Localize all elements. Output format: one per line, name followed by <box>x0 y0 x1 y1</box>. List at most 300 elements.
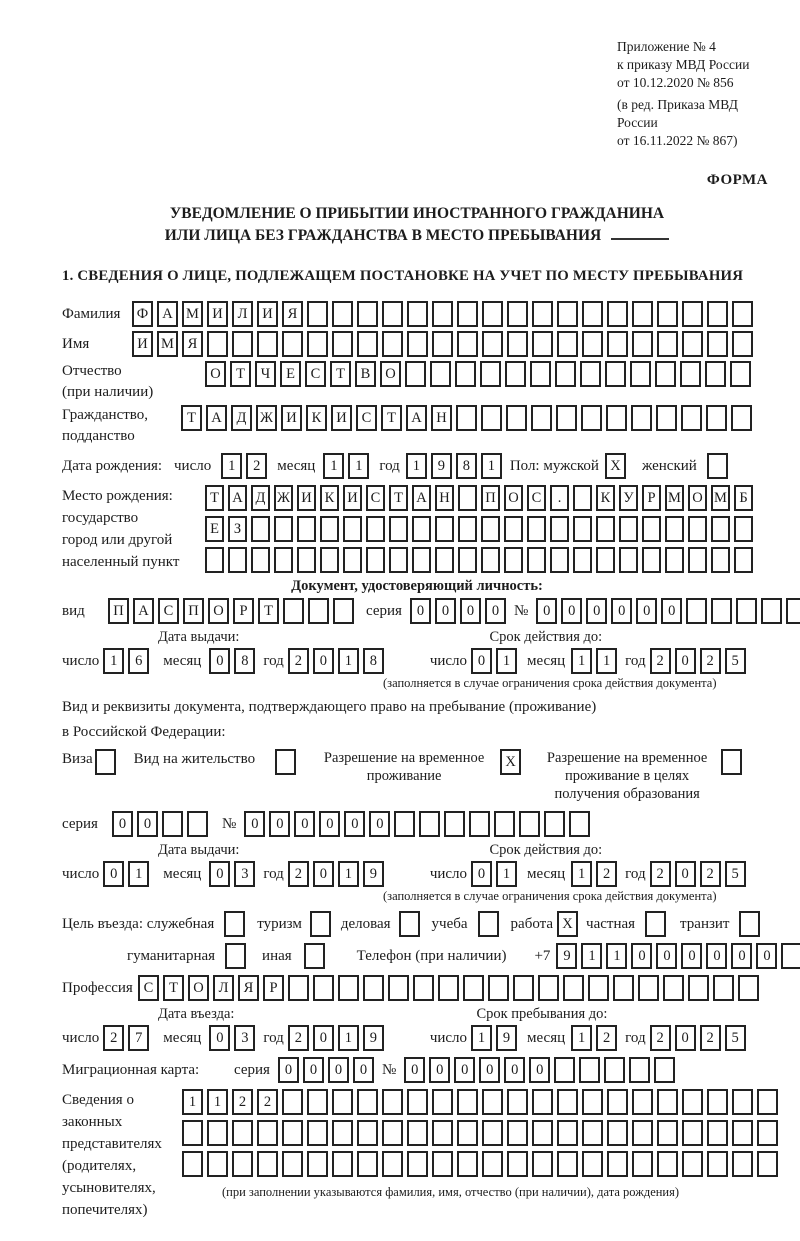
char-cell[interactable]: 1 <box>496 648 517 674</box>
char-cell[interactable] <box>557 1089 578 1115</box>
char-cell[interactable] <box>333 598 354 624</box>
char-cell[interactable]: 9 <box>556 943 577 969</box>
char-cell[interactable]: 1 <box>481 453 502 479</box>
char-cell[interactable]: 1 <box>207 1089 228 1115</box>
char-cell[interactable] <box>412 547 431 573</box>
char-cell[interactable] <box>757 1089 778 1115</box>
char-cell[interactable] <box>481 547 500 573</box>
char-cell[interactable] <box>366 547 385 573</box>
char-cell[interactable]: 0 <box>536 598 557 624</box>
char-cell[interactable]: Я <box>282 301 303 327</box>
char-cell[interactable] <box>506 405 527 431</box>
char-cell[interactable]: А <box>412 485 431 511</box>
char-cell[interactable]: А <box>133 598 154 624</box>
char-cell[interactable] <box>482 1089 503 1115</box>
char-cell[interactable]: 2 <box>650 1025 671 1051</box>
char-cell[interactable]: 0 <box>471 861 492 887</box>
char-cell[interactable]: М <box>182 301 203 327</box>
char-cell[interactable] <box>629 1057 650 1083</box>
char-cell[interactable]: 0 <box>435 598 456 624</box>
char-cell[interactable] <box>458 516 477 542</box>
char-cell[interactable] <box>357 1089 378 1115</box>
char-cell[interactable] <box>432 1089 453 1115</box>
char-cell[interactable] <box>682 1120 703 1146</box>
char-cell[interactable] <box>738 975 759 1001</box>
char-cell[interactable] <box>638 975 659 1001</box>
char-cell[interactable]: 8 <box>363 648 384 674</box>
char-cell[interactable]: Т <box>330 361 351 387</box>
char-cell[interactable]: П <box>183 598 204 624</box>
char-cell[interactable]: Е <box>280 361 301 387</box>
char-cell[interactable] <box>711 598 732 624</box>
char-cell[interactable] <box>307 301 328 327</box>
char-cell[interactable] <box>320 516 339 542</box>
char-cell[interactable]: 0 <box>504 1057 525 1083</box>
char-cell[interactable]: Я <box>238 975 259 1001</box>
char-cell[interactable] <box>557 301 578 327</box>
char-cell[interactable] <box>596 547 615 573</box>
char-cell[interactable]: З <box>228 516 247 542</box>
char-cell[interactable]: 0 <box>313 1025 334 1051</box>
char-cell[interactable] <box>657 331 678 357</box>
char-cell[interactable]: С <box>356 405 377 431</box>
purpose-other-checkbox[interactable] <box>304 943 325 969</box>
char-cell[interactable] <box>573 516 592 542</box>
char-cell[interactable] <box>382 1089 403 1115</box>
char-cell[interactable] <box>557 1151 578 1177</box>
char-cell[interactable]: 0 <box>209 1025 230 1051</box>
char-cell[interactable]: 1 <box>571 861 592 887</box>
char-cell[interactable] <box>282 1120 303 1146</box>
char-cell[interactable]: А <box>228 485 247 511</box>
char-cell[interactable] <box>582 1120 603 1146</box>
char-cell[interactable] <box>736 598 757 624</box>
char-cell[interactable] <box>681 405 702 431</box>
char-cell[interactable]: 3 <box>234 1025 255 1051</box>
char-cell[interactable] <box>182 1151 203 1177</box>
char-cell[interactable]: 9 <box>363 861 384 887</box>
char-cell[interactable]: 0 <box>636 598 657 624</box>
char-cell[interactable]: 0 <box>460 598 481 624</box>
char-cell[interactable]: 1 <box>581 943 602 969</box>
char-cell[interactable]: Т <box>258 598 279 624</box>
char-cell[interactable] <box>343 516 362 542</box>
char-cell[interactable]: 0 <box>137 811 158 837</box>
char-cell[interactable]: Т <box>389 485 408 511</box>
char-cell[interactable] <box>619 547 638 573</box>
char-cell[interactable] <box>580 361 601 387</box>
char-cell[interactable] <box>187 811 208 837</box>
char-cell[interactable]: Н <box>431 405 452 431</box>
char-cell[interactable] <box>488 975 509 1001</box>
char-cell[interactable] <box>707 1120 728 1146</box>
char-cell[interactable]: Р <box>233 598 254 624</box>
char-cell[interactable]: 0 <box>294 811 315 837</box>
char-cell[interactable] <box>680 361 701 387</box>
char-cell[interactable]: 0 <box>328 1057 349 1083</box>
char-cell[interactable] <box>407 1151 428 1177</box>
char-cell[interactable]: 0 <box>561 598 582 624</box>
char-cell[interactable] <box>630 361 651 387</box>
char-cell[interactable] <box>706 405 727 431</box>
char-cell[interactable]: 0 <box>485 598 506 624</box>
char-cell[interactable] <box>713 975 734 1001</box>
char-cell[interactable] <box>405 361 426 387</box>
char-cell[interactable]: 2 <box>246 453 267 479</box>
char-cell[interactable] <box>257 1120 278 1146</box>
char-cell[interactable] <box>781 943 800 969</box>
char-cell[interactable] <box>413 975 434 1001</box>
purpose-humanitarian-checkbox[interactable] <box>225 943 246 969</box>
char-cell[interactable]: 0 <box>278 1057 299 1083</box>
char-cell[interactable]: С <box>366 485 385 511</box>
purpose-private-checkbox[interactable] <box>645 911 666 937</box>
char-cell[interactable]: 2 <box>232 1089 253 1115</box>
char-cell[interactable] <box>507 1089 528 1115</box>
char-cell[interactable] <box>732 1089 753 1115</box>
char-cell[interactable] <box>389 516 408 542</box>
char-cell[interactable] <box>605 361 626 387</box>
char-cell[interactable] <box>688 516 707 542</box>
char-cell[interactable]: Т <box>381 405 402 431</box>
char-cell[interactable]: 0 <box>454 1057 475 1083</box>
char-cell[interactable] <box>430 361 451 387</box>
char-cell[interactable] <box>457 301 478 327</box>
char-cell[interactable]: 1 <box>348 453 369 479</box>
char-cell[interactable] <box>407 1120 428 1146</box>
char-cell[interactable] <box>435 516 454 542</box>
char-cell[interactable] <box>530 361 551 387</box>
char-cell[interactable] <box>282 1089 303 1115</box>
char-cell[interactable] <box>382 301 403 327</box>
char-cell[interactable]: Ф <box>132 301 153 327</box>
char-cell[interactable] <box>332 1151 353 1177</box>
char-cell[interactable] <box>786 598 800 624</box>
char-cell[interactable] <box>519 811 540 837</box>
char-cell[interactable]: 0 <box>661 598 682 624</box>
char-cell[interactable] <box>357 1120 378 1146</box>
char-cell[interactable] <box>619 516 638 542</box>
char-cell[interactable]: 0 <box>313 648 334 674</box>
char-cell[interactable] <box>438 975 459 1001</box>
char-cell[interactable]: О <box>208 598 229 624</box>
char-cell[interactable] <box>482 1151 503 1177</box>
char-cell[interactable]: 5 <box>725 1025 746 1051</box>
char-cell[interactable]: О <box>380 361 401 387</box>
char-cell[interactable]: И <box>132 331 153 357</box>
char-cell[interactable] <box>556 405 577 431</box>
char-cell[interactable] <box>457 331 478 357</box>
char-cell[interactable] <box>657 1120 678 1146</box>
char-cell[interactable] <box>332 301 353 327</box>
purpose-tourism-checkbox[interactable] <box>310 911 331 937</box>
char-cell[interactable]: Т <box>230 361 251 387</box>
char-cell[interactable] <box>366 516 385 542</box>
char-cell[interactable]: Д <box>231 405 252 431</box>
char-cell[interactable]: 0 <box>303 1057 324 1083</box>
char-cell[interactable] <box>532 1120 553 1146</box>
char-cell[interactable] <box>494 811 515 837</box>
char-cell[interactable] <box>734 516 753 542</box>
char-cell[interactable]: 1 <box>606 943 627 969</box>
char-cell[interactable] <box>232 331 253 357</box>
char-cell[interactable]: А <box>206 405 227 431</box>
char-cell[interactable] <box>283 598 304 624</box>
char-cell[interactable]: 1 <box>571 648 592 674</box>
char-cell[interactable] <box>232 1120 253 1146</box>
char-cell[interactable]: . <box>550 485 569 511</box>
char-cell[interactable] <box>307 1089 328 1115</box>
char-cell[interactable] <box>338 975 359 1001</box>
char-cell[interactable] <box>657 1089 678 1115</box>
char-cell[interactable]: И <box>281 405 302 431</box>
char-cell[interactable] <box>730 361 751 387</box>
char-cell[interactable] <box>307 331 328 357</box>
char-cell[interactable] <box>257 1151 278 1177</box>
char-cell[interactable]: 5 <box>725 648 746 674</box>
char-cell[interactable] <box>457 1151 478 1177</box>
char-cell[interactable] <box>251 547 270 573</box>
char-cell[interactable] <box>596 516 615 542</box>
char-cell[interactable] <box>682 301 703 327</box>
purpose-transit-checkbox[interactable] <box>739 911 760 937</box>
char-cell[interactable]: 2 <box>700 861 721 887</box>
char-cell[interactable]: 0 <box>706 943 727 969</box>
char-cell[interactable]: 0 <box>353 1057 374 1083</box>
char-cell[interactable] <box>582 331 603 357</box>
char-cell[interactable] <box>682 1089 703 1115</box>
char-cell[interactable]: 0 <box>611 598 632 624</box>
char-cell[interactable] <box>757 1120 778 1146</box>
char-cell[interactable] <box>481 405 502 431</box>
char-cell[interactable] <box>555 361 576 387</box>
char-cell[interactable]: Л <box>232 301 253 327</box>
char-cell[interactable] <box>232 1151 253 1177</box>
char-cell[interactable]: 0 <box>656 943 677 969</box>
char-cell[interactable] <box>297 547 316 573</box>
char-cell[interactable]: П <box>481 485 500 511</box>
char-cell[interactable]: 1 <box>471 1025 492 1051</box>
char-cell[interactable] <box>357 331 378 357</box>
char-cell[interactable]: 2 <box>596 1025 617 1051</box>
char-cell[interactable]: 1 <box>221 453 242 479</box>
char-cell[interactable] <box>407 331 428 357</box>
char-cell[interactable] <box>732 1151 753 1177</box>
char-cell[interactable] <box>357 1151 378 1177</box>
char-cell[interactable]: Д <box>251 485 270 511</box>
char-cell[interactable]: П <box>108 598 129 624</box>
char-cell[interactable]: 2 <box>650 861 671 887</box>
char-cell[interactable] <box>432 301 453 327</box>
char-cell[interactable]: М <box>157 331 178 357</box>
char-cell[interactable]: 1 <box>182 1089 203 1115</box>
char-cell[interactable] <box>686 598 707 624</box>
char-cell[interactable] <box>544 811 565 837</box>
char-cell[interactable] <box>550 516 569 542</box>
char-cell[interactable] <box>282 1151 303 1177</box>
char-cell[interactable] <box>573 485 592 511</box>
char-cell[interactable]: И <box>331 405 352 431</box>
char-cell[interactable] <box>607 331 628 357</box>
char-cell[interactable] <box>705 361 726 387</box>
char-cell[interactable] <box>527 547 546 573</box>
char-cell[interactable] <box>734 547 753 573</box>
char-cell[interactable] <box>207 1120 228 1146</box>
char-cell[interactable] <box>419 811 440 837</box>
char-cell[interactable]: 0 <box>675 861 696 887</box>
char-cell[interactable]: К <box>306 405 327 431</box>
purpose-work-checkbox[interactable]: X <box>557 911 578 937</box>
char-cell[interactable]: 0 <box>209 648 230 674</box>
char-cell[interactable] <box>182 1120 203 1146</box>
char-cell[interactable]: 0 <box>319 811 340 837</box>
char-cell[interactable] <box>665 516 684 542</box>
char-cell[interactable] <box>282 331 303 357</box>
char-cell[interactable] <box>313 975 334 1001</box>
char-cell[interactable]: 0 <box>369 811 390 837</box>
char-cell[interactable] <box>332 331 353 357</box>
char-cell[interactable]: 0 <box>429 1057 450 1083</box>
char-cell[interactable]: Т <box>205 485 224 511</box>
char-cell[interactable]: Е <box>205 516 224 542</box>
char-cell[interactable]: К <box>320 485 339 511</box>
char-cell[interactable]: В <box>355 361 376 387</box>
char-cell[interactable] <box>582 301 603 327</box>
purpose-business-checkbox[interactable] <box>399 911 420 937</box>
char-cell[interactable] <box>288 975 309 1001</box>
char-cell[interactable]: М <box>711 485 730 511</box>
char-cell[interactable] <box>457 1089 478 1115</box>
char-cell[interactable]: И <box>297 485 316 511</box>
char-cell[interactable]: Н <box>435 485 454 511</box>
char-cell[interactable] <box>532 1151 553 1177</box>
char-cell[interactable] <box>412 516 431 542</box>
char-cell[interactable] <box>632 1089 653 1115</box>
char-cell[interactable] <box>297 516 316 542</box>
char-cell[interactable] <box>573 547 592 573</box>
char-cell[interactable] <box>550 547 569 573</box>
char-cell[interactable] <box>458 547 477 573</box>
char-cell[interactable] <box>307 1151 328 1177</box>
char-cell[interactable] <box>320 547 339 573</box>
char-cell[interactable] <box>632 301 653 327</box>
char-cell[interactable]: 1 <box>596 648 617 674</box>
char-cell[interactable] <box>557 331 578 357</box>
char-cell[interactable] <box>482 301 503 327</box>
char-cell[interactable]: 2 <box>288 861 309 887</box>
char-cell[interactable]: 0 <box>103 861 124 887</box>
char-cell[interactable] <box>207 1151 228 1177</box>
char-cell[interactable] <box>504 516 523 542</box>
char-cell[interactable] <box>444 811 465 837</box>
char-cell[interactable] <box>394 811 415 837</box>
char-cell[interactable] <box>482 1120 503 1146</box>
char-cell[interactable] <box>656 405 677 431</box>
char-cell[interactable]: С <box>158 598 179 624</box>
char-cell[interactable] <box>707 331 728 357</box>
char-cell[interactable]: 1 <box>338 861 359 887</box>
char-cell[interactable]: У <box>619 485 638 511</box>
char-cell[interactable] <box>505 361 526 387</box>
char-cell[interactable]: 0 <box>404 1057 425 1083</box>
char-cell[interactable] <box>632 1151 653 1177</box>
char-cell[interactable] <box>274 516 293 542</box>
char-cell[interactable]: 8 <box>456 453 477 479</box>
char-cell[interactable]: Р <box>263 975 284 1001</box>
char-cell[interactable]: 0 <box>112 811 133 837</box>
char-cell[interactable] <box>357 301 378 327</box>
char-cell[interactable] <box>642 547 661 573</box>
char-cell[interactable] <box>582 1151 603 1177</box>
char-cell[interactable]: 1 <box>338 1025 359 1051</box>
char-cell[interactable]: Ж <box>274 485 293 511</box>
char-cell[interactable]: 1 <box>571 1025 592 1051</box>
char-cell[interactable]: 2 <box>288 648 309 674</box>
char-cell[interactable] <box>688 547 707 573</box>
char-cell[interactable] <box>162 811 183 837</box>
char-cell[interactable]: 0 <box>756 943 777 969</box>
char-cell[interactable] <box>732 1120 753 1146</box>
char-cell[interactable] <box>435 547 454 573</box>
char-cell[interactable] <box>527 516 546 542</box>
char-cell[interactable] <box>607 1120 628 1146</box>
char-cell[interactable]: 0 <box>731 943 752 969</box>
char-cell[interactable] <box>554 1057 575 1083</box>
char-cell[interactable]: 0 <box>675 648 696 674</box>
char-cell[interactable]: 0 <box>631 943 652 969</box>
char-cell[interactable]: 2 <box>700 648 721 674</box>
char-cell[interactable]: 6 <box>128 648 149 674</box>
sex-female-checkbox[interactable] <box>707 453 728 479</box>
char-cell[interactable]: А <box>157 301 178 327</box>
char-cell[interactable]: Р <box>642 485 661 511</box>
char-cell[interactable] <box>581 405 602 431</box>
purpose-study-checkbox[interactable] <box>478 911 499 937</box>
char-cell[interactable] <box>632 1120 653 1146</box>
char-cell[interactable] <box>469 811 490 837</box>
char-cell[interactable]: 2 <box>650 648 671 674</box>
char-cell[interactable]: 7 <box>128 1025 149 1051</box>
char-cell[interactable] <box>432 1151 453 1177</box>
char-cell[interactable] <box>389 547 408 573</box>
char-cell[interactable] <box>507 1151 528 1177</box>
char-cell[interactable] <box>363 975 384 1001</box>
char-cell[interactable] <box>480 361 501 387</box>
char-cell[interactable]: Л <box>213 975 234 1001</box>
char-cell[interactable] <box>655 361 676 387</box>
char-cell[interactable] <box>563 975 584 1001</box>
char-cell[interactable] <box>407 1089 428 1115</box>
char-cell[interactable] <box>757 1151 778 1177</box>
char-cell[interactable] <box>513 975 534 1001</box>
char-cell[interactable] <box>531 405 552 431</box>
char-cell[interactable] <box>654 1057 675 1083</box>
char-cell[interactable] <box>732 301 753 327</box>
char-cell[interactable] <box>504 547 523 573</box>
char-cell[interactable] <box>307 1120 328 1146</box>
char-cell[interactable]: А <box>406 405 427 431</box>
char-cell[interactable] <box>665 547 684 573</box>
char-cell[interactable]: 0 <box>675 1025 696 1051</box>
char-cell[interactable] <box>557 1120 578 1146</box>
char-cell[interactable] <box>457 1120 478 1146</box>
char-cell[interactable] <box>507 331 528 357</box>
char-cell[interactable] <box>205 547 224 573</box>
char-cell[interactable]: С <box>138 975 159 1001</box>
char-cell[interactable]: Т <box>163 975 184 1001</box>
char-cell[interactable]: 9 <box>363 1025 384 1051</box>
char-cell[interactable] <box>532 331 553 357</box>
